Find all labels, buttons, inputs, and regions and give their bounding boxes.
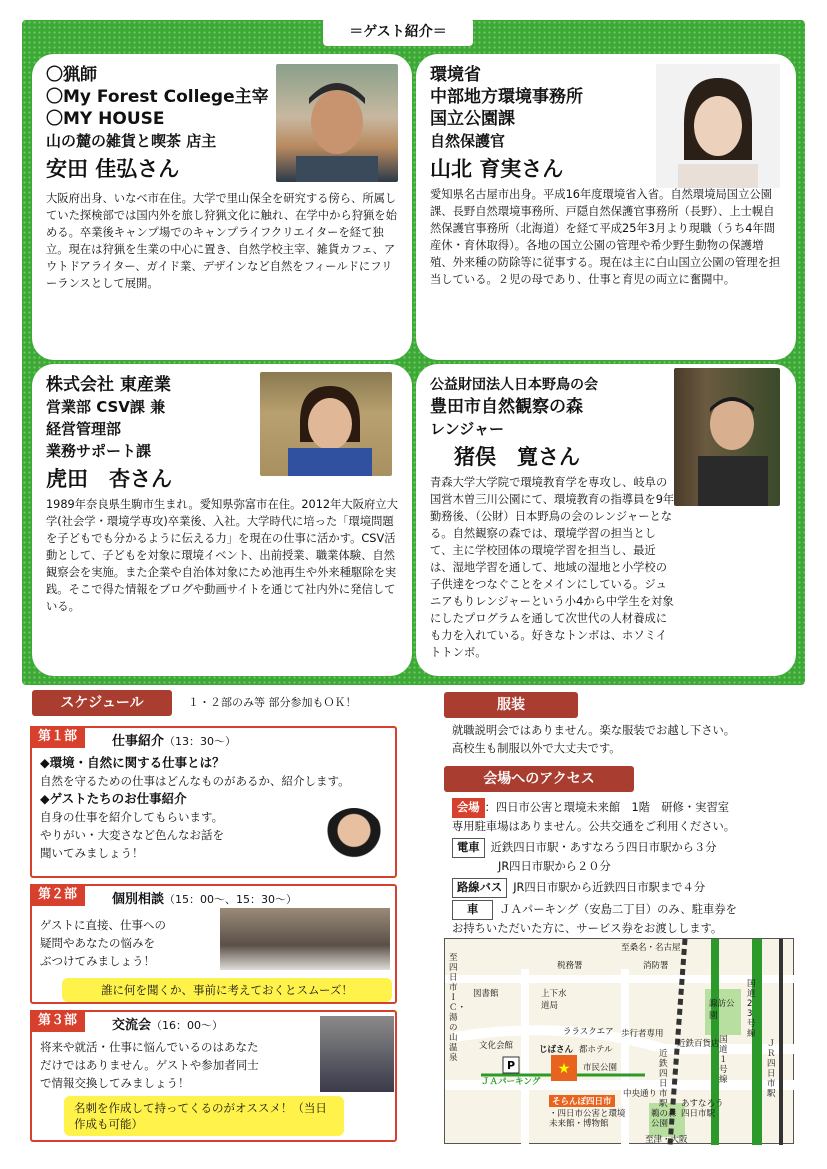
map-label-west: 至四日市ＩＣ・湯の山温泉 xyxy=(449,953,467,1063)
guest-name: 猪俣 寛さん xyxy=(454,445,580,469)
car-tag: 車 xyxy=(452,900,493,920)
guest-photo xyxy=(674,368,780,506)
part-line: やりがい・大変さなど色んなお話を xyxy=(40,828,224,842)
part-title-text: 交流会 xyxy=(112,1018,152,1033)
guest-bio: 愛知県名古屋市出身。平成16年度環境省入省。自然環境局国立公園課、長野自然環境事務所、戸隠自然保護官事務所（長野）、上士幌自然保護官事務所（北海道）を経て平成25年3月より現職（うち4年間産休・育休取得）。各地の国立公園の管理や希少野生動物の保護増殖、外来種の防除等に従事する。現在は主に白山国立公園の管理を担当している。２児の母であり、仕事と育児の両立に奮闘中。 xyxy=(430,188,781,286)
map-label-kintetsu-store: 近鉄百貨店 xyxy=(677,1039,720,1049)
part-photo xyxy=(323,808,385,872)
guest-photo xyxy=(656,64,780,188)
map-label-plaza: 市民公園 xyxy=(583,1063,618,1073)
guest-card-yasuda xyxy=(32,54,412,360)
part-title xyxy=(112,1014,223,1033)
car-text-2: お持ちいただいた方に、サービス券をお渡しします。 xyxy=(452,922,723,935)
guest-titles xyxy=(46,64,276,152)
access-parking: 専用駐車場はありません。公共交通をご利用ください。 xyxy=(452,820,736,833)
access-venue xyxy=(452,798,802,818)
access-bus xyxy=(452,878,802,898)
map-label-kintetsu-station: 近鉄四日市駅 xyxy=(659,1049,668,1109)
guest-title-line: 豊田市自然観察の森 xyxy=(430,397,583,417)
part-line: 自身の仕事を紹介してもらいます。 xyxy=(40,810,224,824)
part-photo xyxy=(220,908,390,970)
car-text: ＪＡパーキング（安島二丁目）のみ、駐車券を xyxy=(499,903,737,916)
map-label-venue: そらんぽ四日市 xyxy=(549,1095,615,1107)
part-line: 疑問やあなたの悩みを xyxy=(40,936,155,950)
part-time: （16：00～） xyxy=(151,1019,224,1032)
part-tip: 誰に何を聞くか、事前に考えておくとスムーズ！ xyxy=(62,978,392,1002)
map-label-central: 中央通り xyxy=(623,1089,658,1099)
map-label-culture: 文化会館 xyxy=(479,1041,514,1051)
part-body xyxy=(40,1038,320,1092)
guest-photo xyxy=(276,64,398,182)
map-label-hotel: 都ホテル xyxy=(579,1045,613,1055)
part-line: ゲストに直接、仕事への xyxy=(40,918,167,932)
part-body xyxy=(40,916,166,970)
part-title xyxy=(112,730,236,749)
part-tip: 名刺を作成して持ってくるのがオススメ！（当日作成も可能） xyxy=(64,1096,344,1136)
part-line: 自然を守るための仕事はどんなものがあるか、紹介します。 xyxy=(40,774,350,788)
train-text: 近鉄四日市駅・あすなろう四日市駅から３分 xyxy=(490,841,717,854)
guest-title-line: 環境省 xyxy=(430,65,481,85)
schedule-heading: スケジュール xyxy=(32,690,172,716)
guest-bio: 1989年奈良県生駒市生まれ。愛知県弥富市在住。2012年大阪府立大学(社会学・環境学専攻)卒業後、入社。大学時代に培った「環境問題を子どもでも分かるように伝える力」を現在の仕事に活かす。CSV活動として、子どもを対象に環境イベント、出前授業、職業体験、自然観察会を実施。また企業や自治体対象にため池再生や外来種駆除を実践。そこで得た情報をブログや動画サイトを通じて社内外に発信している。 xyxy=(46,498,398,613)
part-badge: 第２部 xyxy=(30,884,85,906)
guest-name: 虎田 杏さん xyxy=(46,467,172,491)
map-label-jr-station: ＪＲ四日市駅 xyxy=(767,1039,776,1099)
map-label-jibasan: じばさん xyxy=(539,1045,574,1055)
dress-body xyxy=(452,722,735,758)
svg-text:P: P xyxy=(506,1059,516,1072)
map-label-fire: 消防署 xyxy=(643,961,669,971)
guest-title-line: 〇My Forest College主宰 xyxy=(46,87,269,107)
part-line: だけではありません。ゲストや参加者同士 xyxy=(40,1058,259,1072)
part-time: （13：30～） xyxy=(164,735,237,748)
guest-title-line: 〇MY HOUSE xyxy=(46,109,165,129)
map-label-lala: ララスクエア xyxy=(563,1027,614,1037)
access-train xyxy=(452,838,802,858)
map-label-parking: ＪＡパーキング xyxy=(481,1077,541,1087)
map-label-water: 上下水道局 xyxy=(541,989,567,1011)
guest-title-line: 〇猟師 xyxy=(46,65,97,85)
svg-text:★: ★ xyxy=(557,1061,571,1077)
guest-title-line: 業務サポート課 xyxy=(46,442,152,460)
part-badge: 第３部 xyxy=(30,1010,85,1032)
part-line: ◆環境・自然に関する仕事とは？ xyxy=(40,755,225,770)
map-label-asunarou: あすなろう四日市駅 xyxy=(681,1099,724,1119)
map-label-venue-sub: ・四日市公害と環境未来館・博物館 xyxy=(549,1109,626,1129)
guest-title-line: 経営管理部 xyxy=(46,420,122,438)
dress-heading: 服装 xyxy=(444,692,578,718)
part-line: で情報交換してみましょう！ xyxy=(40,1076,190,1090)
guest-title-line: 公益財団法人日本野鳥の会 xyxy=(430,377,598,393)
part-badge: 第１部 xyxy=(30,726,85,748)
schedule-part-2 xyxy=(30,884,397,1004)
guest-section-title: ＝ゲスト紹介＝ xyxy=(323,18,473,46)
train-tag: 電車 xyxy=(452,838,485,858)
bus-text: JR四日市駅から近鉄四日市駅まで４分 xyxy=(513,881,706,894)
guest-card-yamakita xyxy=(416,54,796,360)
guest-title-line: 山の麓の雑貨と喫茶 店主 xyxy=(46,132,217,150)
guest-title-line: 自然保護官 xyxy=(430,132,506,150)
map-label-north: 至桑名・名古屋 xyxy=(621,943,681,953)
part-title-text: 仕事紹介 xyxy=(112,734,165,749)
part-line: ◆ゲストたちのお仕事紹介 xyxy=(40,791,187,806)
part-line: 聞いてみましょう！ xyxy=(40,846,144,860)
guest-card-torada xyxy=(32,364,412,676)
venue-text: ：四日市公害と環境未来館 1階 研修・実習室 xyxy=(484,801,730,814)
part-line: 将来や就活・仕事に悩んでいるのはあなた xyxy=(40,1040,259,1054)
access-car xyxy=(452,900,802,920)
schedule-note: １・２部のみ等 部分参加もＯＫ！ xyxy=(188,696,357,709)
guest-photo xyxy=(260,372,392,476)
access-body xyxy=(452,798,802,938)
map-label-library: 図書館 xyxy=(473,989,499,999)
guest-title-line: 株式会社 東産業 xyxy=(46,375,171,395)
part-title-text: 個別相談 xyxy=(112,892,165,907)
part-title xyxy=(112,888,297,907)
map-label-route1: 国道１号線 xyxy=(719,1035,728,1085)
map-label-forest: 鵜の森公園 xyxy=(651,1109,677,1129)
part-line: ぶつけてみましょう！ xyxy=(40,954,155,968)
map-label-walk: 歩行者専用 xyxy=(621,1029,664,1039)
dress-line: 就職説明会ではありません。楽な服装でお越し下さい。 xyxy=(452,724,736,737)
guest-title-line: 中部地方環境事務所 xyxy=(430,87,583,107)
bus-tag: 路線バス xyxy=(452,878,507,898)
part-time: （15：00～、15：30～） xyxy=(164,893,298,906)
guest-title-line: レンジャー xyxy=(430,420,504,438)
guest-bio: 大阪府出身、いなべ市在住。大学で里山保全を研究する傍ら、所属していた探検部では国内外を旅し狩猟文化に触れ、在学中から狩猟を始める。卒業後キャンプ場でのキャンプライフクリエイターを経て独立。現在は狩猟を生業の中心に置き、自然学校主宰、雑貨カフェ、アウトドアライター、ガイド業、デザインなど自然をフィールドにフリーランスとして展開。 xyxy=(46,192,397,290)
guest-card-inomata xyxy=(416,364,796,676)
map-label-suwa: 諏訪公園 xyxy=(709,999,735,1021)
map-label-south: 至津・大阪 xyxy=(645,1135,688,1145)
part-photo xyxy=(320,1016,394,1092)
map-label-route23: 国道23号線 xyxy=(747,979,756,1039)
train-text-2: JR四日市駅から２０分 xyxy=(498,860,611,873)
guest-title-line: 営業部 CSV課 兼 xyxy=(46,398,166,416)
guest-titles xyxy=(430,64,670,152)
guest-titles xyxy=(430,374,680,440)
guest-name: 安田 佳弘さん xyxy=(46,157,180,181)
schedule-part-3 xyxy=(30,1010,397,1142)
access-map xyxy=(444,938,794,1144)
venue-tag: 会場 xyxy=(452,798,485,818)
access-heading: 会場へのアクセス xyxy=(444,766,634,792)
dress-line: 高校生も制服以外で大丈夫です。 xyxy=(452,742,621,755)
guest-titles xyxy=(46,374,266,462)
map-label-tax: 税務署 xyxy=(557,961,583,971)
guest-name: 山北 育実さん xyxy=(430,157,564,181)
guest-bio: 青森大学大学院で環境教育学を専攻し、岐阜の国営木曽三川公園にて、環境教育の指導員を9年勤務後、（公財）日本野鳥の会のレンジャーとなる。自然観察の森では、環境学習の担当として、主に学校団体の環境学習を担当し、最近は、湿地学習を通して、地域の湿地と小学校の子供達をつなぐことをメインにしている。ジュニアもりレンジャーという小4から中学生を対象にしたプログラムを通して次世代の人材養成にも力を入れている。好きなトンボは、ホソミイトトンボ。 xyxy=(430,476,675,659)
schedule-part-1 xyxy=(30,726,397,878)
guest-title-line: 国立公園課 xyxy=(430,109,515,129)
